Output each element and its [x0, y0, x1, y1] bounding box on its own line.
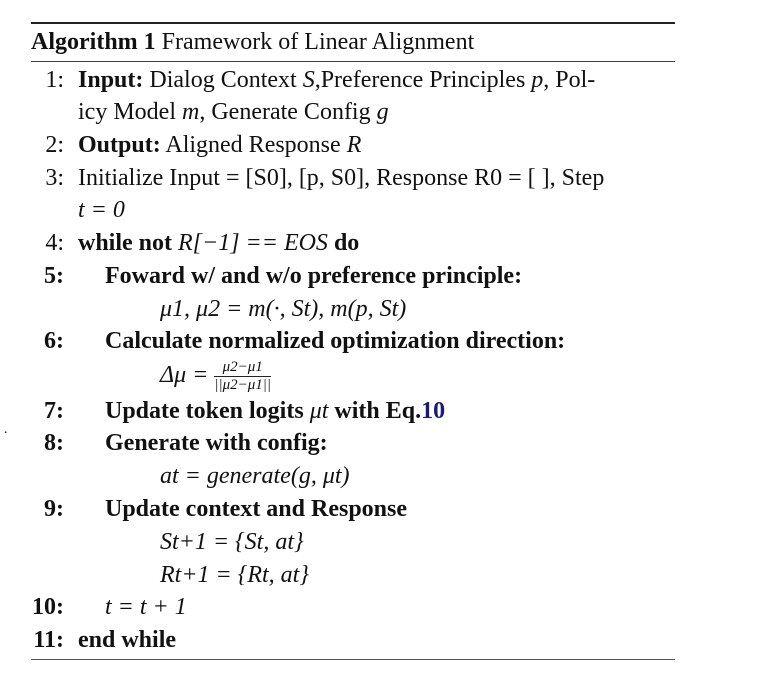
- line-number: 11:: [33, 627, 64, 653]
- text: Aligned Response: [160, 132, 347, 158]
- numerator: μ2−μ1: [214, 360, 271, 377]
- math-var: g: [376, 99, 389, 125]
- caption-label: Algorithm 1: [31, 29, 156, 55]
- math-var: S: [302, 67, 315, 93]
- math-var: μt: [309, 398, 329, 424]
- line-number: 6:: [44, 328, 64, 354]
- math-expr: R[−1] == EOS: [178, 230, 328, 256]
- caption-title: Framework of Linear Alignment: [161, 29, 475, 55]
- fraction: [214, 360, 271, 393]
- text: , Pol-: [543, 67, 596, 93]
- math-expr: μ1, μ2 = m(·, St), m(p, St): [160, 296, 407, 322]
- line-number: 9:: [44, 496, 64, 522]
- math-var: R: [346, 132, 362, 158]
- line-number: 4:: [45, 230, 64, 256]
- line-text: Update context and Response: [105, 496, 408, 522]
- line-text: Foward w/ and w/o preference principle:: [105, 263, 523, 289]
- math-expr: Rt+1 = {Rt, at}: [160, 562, 309, 588]
- math-expr: at = generate(g, μt): [160, 463, 350, 489]
- line-number: 1:: [45, 67, 64, 93]
- line-number: 8:: [44, 430, 64, 456]
- line-number: 5:: [44, 263, 64, 289]
- math-expr: Δμ =: [160, 362, 209, 389]
- line-text: Initialize Input = [S0], [p, S0], Response R0 = [ ], Step: [78, 165, 605, 191]
- keyword-do: do: [333, 230, 360, 256]
- algorithm-caption: [31, 27, 474, 57]
- line-text: Generate with config:: [105, 430, 328, 456]
- math-expr: t = t + 1: [105, 594, 187, 620]
- keyword-end-while: end while: [78, 627, 177, 653]
- top-rule: [31, 22, 675, 24]
- keyword-input: Input:: [78, 67, 144, 93]
- text: Dialog Context: [143, 67, 303, 93]
- line-number: 7:: [44, 398, 64, 424]
- math-var: m: [181, 99, 200, 125]
- line-number: 3:: [45, 165, 64, 191]
- line-text: Calculate normalized optimization direction:: [105, 328, 566, 354]
- caption-rule: [31, 61, 675, 62]
- text: Update token logits: [105, 398, 310, 424]
- math-expr: t = 0: [78, 197, 125, 223]
- math-expr: St+1 = {St, at}: [160, 529, 304, 555]
- text: icy Model: [78, 99, 182, 125]
- text: , Generate Config: [199, 99, 377, 125]
- bottom-rule: [31, 659, 675, 660]
- line-number: 10:: [32, 594, 64, 620]
- keyword-while: while not: [78, 230, 173, 256]
- math-var: p: [531, 67, 544, 93]
- line-number: 2:: [45, 132, 64, 158]
- stray-dot: .: [4, 422, 8, 437]
- equation-reference-link[interactable]: 10: [421, 398, 446, 424]
- keyword-output: Output:: [78, 132, 161, 158]
- text: with Eq.: [328, 398, 422, 424]
- text: ,Preference Principles: [314, 67, 532, 93]
- denominator: ||μ2−μ1||: [214, 377, 272, 393]
